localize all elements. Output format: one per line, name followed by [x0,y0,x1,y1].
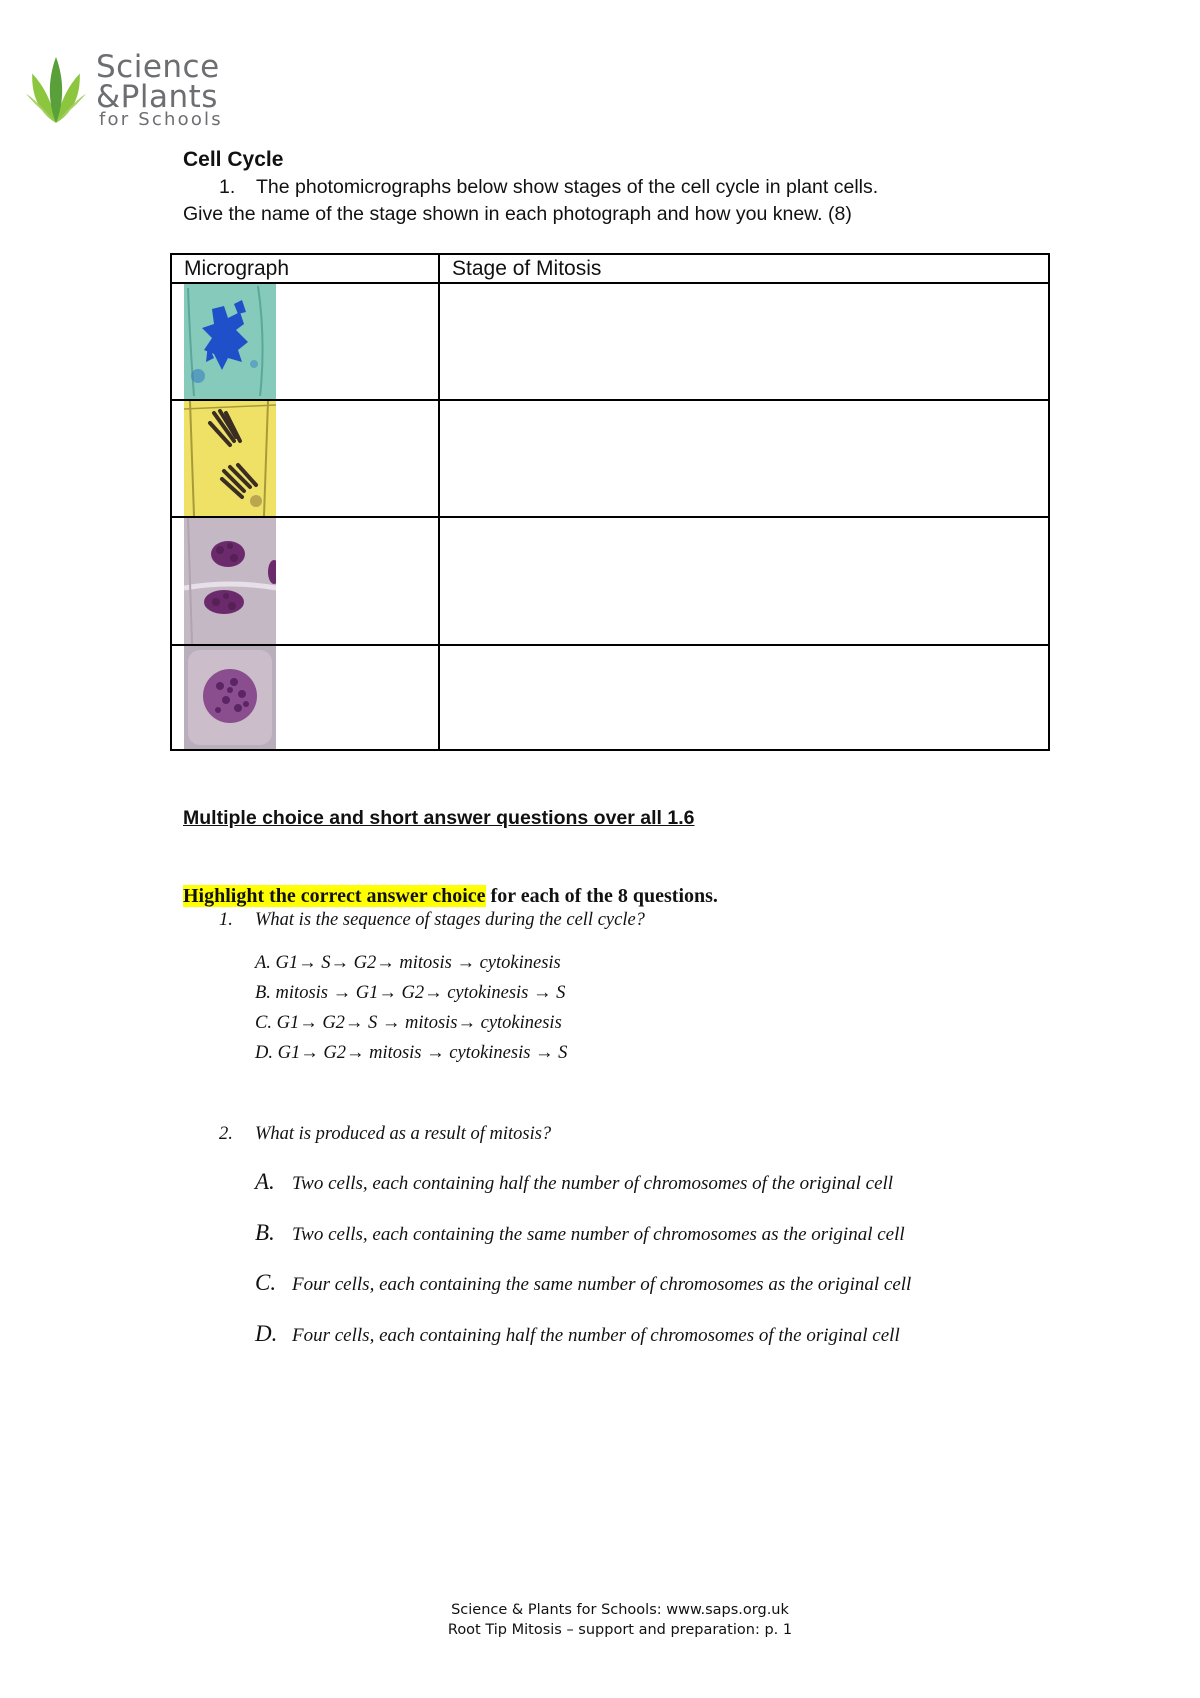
mc-question-2-letter-d: D. [255,1321,278,1346]
mc-question-1-option-d[interactable]: D. G1→ G2→ mitosis → cytokinesis → S [255,1043,568,1063]
instruction-rest: for each of the 8 questions. [485,885,718,907]
stage-answer-cell-2[interactable] [440,401,1048,516]
mc-question-1-option-c[interactable]: C. G1→ G2→ S → mitosis→ cytokinesis [255,1013,562,1033]
mc-question-2-option-c[interactable]: Four cells, each containing the same number of chromosomes as the original cell [292,1274,912,1295]
stage-answer-cell-4[interactable] [440,646,1048,749]
mc-question-1-option-b[interactable]: B. mitosis → G1→ G2→ cytokinesis → S [255,983,566,1003]
purple-stained-prophase-icon [184,646,276,749]
mc-question-2-option-a[interactable]: Two cells, each containing half the number of chromosomes of the original cell [292,1173,894,1194]
mc-question-1-number: 1. [219,910,233,930]
logo-text-science: Science [96,49,220,85]
mc-question-2-number: 2. [219,1124,233,1144]
blue-stained-metaphase-icon [184,284,276,399]
mc-question-2-letter-a: A. [255,1169,275,1194]
mc-question-1-text: What is the sequence of stages during the cell cycle? [255,910,645,930]
logo-text-plants: &Plants [96,79,218,115]
section-title: Cell Cycle [183,148,284,171]
mc-question-2-option-d[interactable]: Four cells, each containing half the number of chromosomes of the original cell [292,1325,900,1346]
instruction-line [183,885,718,908]
multiple-choice-heading: Multiple choice and short answer questions over all 1.6 [183,807,695,829]
question-1-text: The photomicrographs below show stages of the cell cycle in plant cells. [256,176,879,198]
footer-line-2: Root Tip Mitosis – support and preparation: p. 1 [447,1622,793,1638]
yellow-stained-anaphase-icon [184,401,276,516]
purple-stained-telophase-icon [184,518,276,644]
mc-question-1-option-a[interactable]: A. G1→ S→ G2→ mitosis → cytokinesis [255,953,561,973]
question-1-subtext: Give the name of the stage shown in each photograph and how you knew. (8) [183,203,852,225]
stage-answer-cell-1[interactable] [440,284,1048,399]
mitosis-stage-table [170,253,1050,751]
table-header-stage: Stage of Mitosis [452,257,602,280]
leaf-logo-icon [24,52,88,127]
mc-question-2-letter-b: B. [255,1220,275,1245]
stage-answer-cell-3[interactable] [440,518,1048,644]
footer-line-1: Science & Plants for Schools: www.saps.org.uk [451,1602,789,1618]
table-header-micrograph: Micrograph [184,257,290,280]
highlighted-instruction: Highlight the correct answer choice [183,885,486,907]
mc-question-2-option-b[interactable]: Two cells, each containing the same number of chromosomes as the original cell [292,1224,905,1245]
question-1-number: 1. [219,176,236,198]
page-footer [0,1600,1200,1640]
logo-text-for-schools: for Schools [99,109,223,130]
mc-question-2-letter-c: C. [255,1270,277,1295]
mc-question-2-text: What is produced as a result of mitosis? [255,1124,552,1144]
